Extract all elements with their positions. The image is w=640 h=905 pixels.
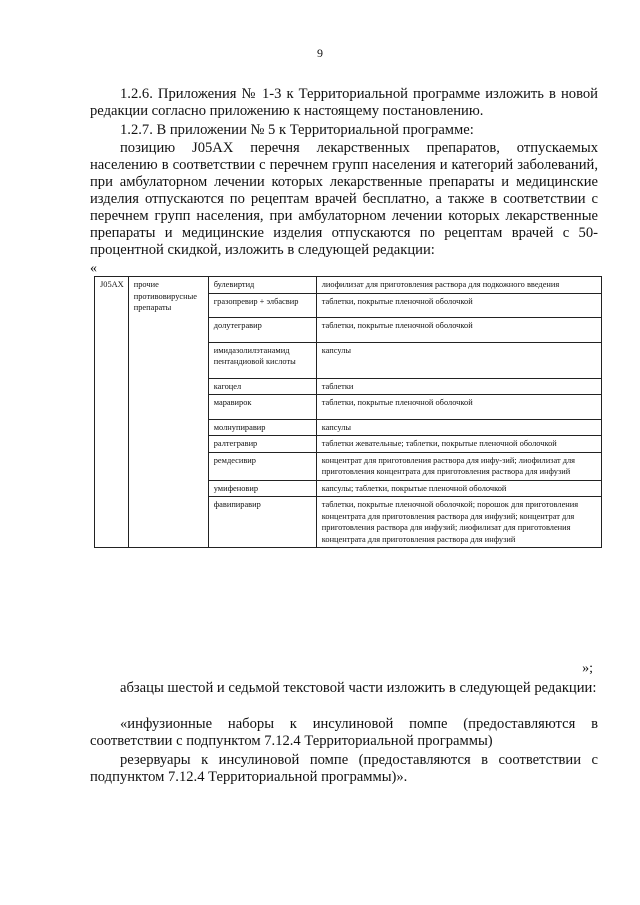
drug-name: гразопревир + элбасвир	[208, 293, 316, 318]
atc-code: J05AX	[95, 277, 129, 548]
drug-name: ралтегравир	[208, 436, 316, 453]
drug-name: ремдесивир	[208, 452, 316, 480]
paragraph-infusion-sets: «инфузионные наборы к инсулиновой помпе (предоставляются в соответствии с подпунктом 7.12.4 Территориальной программы)	[90, 716, 598, 749]
drug-table	[94, 276, 602, 548]
table-row	[95, 277, 602, 294]
drug-name: молнупиравир	[208, 419, 316, 436]
dosage-form: лиофилизат для приготовления раствора для подкожного введения	[316, 277, 601, 294]
paragraph-1-2-6: 1.2.6. Приложения № 1-3 к Территориальной программе изложить в новой редакции согласно приложению к настоящему постановлению.	[90, 86, 598, 119]
paragraph-abzacy: абзацы шестой и седьмой текстовой части изложить в следующей редакции:	[120, 680, 597, 696]
drug-group: прочие противовирусные препараты	[128, 277, 208, 548]
dosage-form: капсулы	[316, 419, 601, 436]
drug-name: булевиртид	[208, 277, 316, 294]
dosage-form: капсулы	[316, 342, 601, 378]
drug-name: имидазолилэтанамид пентандиовой кислоты	[208, 342, 316, 378]
dosage-form: таблетки, покрытые пленочной оболочкой	[316, 318, 601, 343]
paragraph-position-j05ax: позицию J05AX перечня лекарственных препаратов, отпускаемых населению в соответствии с перечнем групп населения и категорий заболеваний, при амбулаторном лечении которых лекарственные препараты и медицинские изделия отпускаются по рецептам врачей бесплатно, а также в соответствии с перечнем групп населения, при амбулаторном лечении которых лекарственные препараты и медицинские изделия отпускаются по рецептам врачей с 50-процентной скидкой, изложить в следующей редакции:	[90, 140, 598, 258]
dosage-form: таблетки жевательные; таблетки, покрытые пленочной оболочкой	[316, 436, 601, 453]
page-number: 9	[317, 46, 323, 60]
dosage-form: таблетки, покрытые пленочной оболочкой	[316, 395, 601, 420]
drug-name: долутегравир	[208, 318, 316, 343]
drug-name: фавипиравир	[208, 497, 316, 548]
dosage-form: таблетки, покрытые пленочной оболочкой; порошок для приготовления концентрата для приготовления раствора для инфузий; концентрат для приготовления раствора для инфузий; лиофилизат для приготовления концентрата для приготовления раствора для инфузий	[316, 497, 601, 548]
drug-name: маравирок	[208, 395, 316, 420]
dosage-form: таблетки	[316, 378, 601, 395]
quote-close: »;	[582, 661, 593, 676]
quote-open: «	[90, 261, 97, 276]
dosage-form: таблетки, покрытые пленочной оболочкой	[316, 293, 601, 318]
paragraph-1-2-7: 1.2.7. В приложении № 5 к Территориальной программе:	[120, 122, 474, 138]
dosage-form: концентрат для приготовления раствора для инфу-зий; лиофилизат для приготовления концентрата для приготовления раствора для инфузий	[316, 452, 601, 480]
paragraph-reservoirs: резервуары к инсулиновой помпе (предоставляются в соответствии с подпунктом 7.12.4 Территориальной программы)».	[90, 752, 598, 785]
drug-name: кагоцел	[208, 378, 316, 395]
dosage-form: капсулы; таблетки, покрытые пленочной оболочкой	[316, 480, 601, 497]
drug-name: умифеновир	[208, 480, 316, 497]
